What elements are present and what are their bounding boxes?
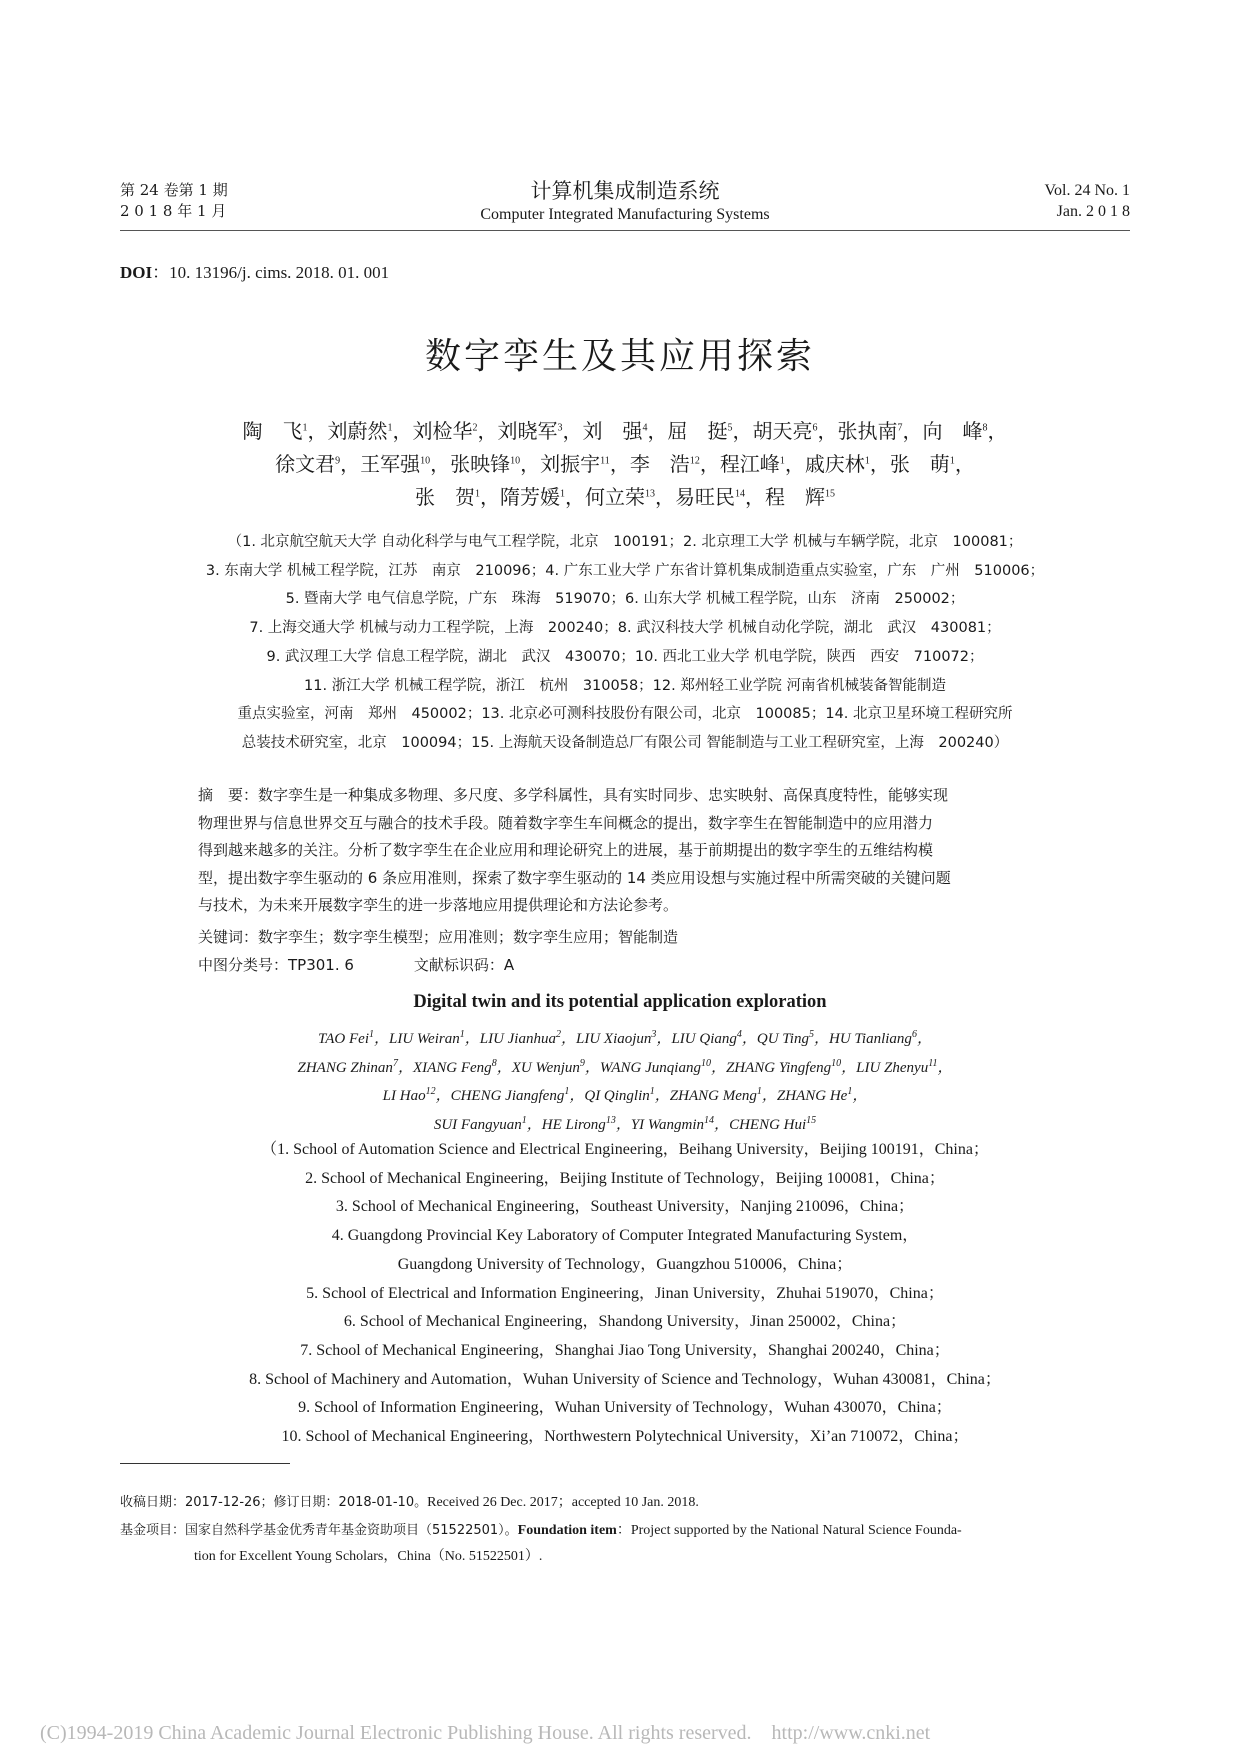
author-name: 刘 强: [582, 419, 643, 443]
author-name: QU Ting: [756, 1031, 809, 1047]
author-name: HE Lirong: [541, 1116, 606, 1133]
author-affiliation-index: 13: [645, 488, 655, 500]
author-affiliation-index: 10: [510, 455, 521, 467]
author-name: ZHANG Yingfeng: [725, 1059, 832, 1076]
author-name: ZHANG He: [776, 1088, 848, 1104]
running-header: [120, 180, 1130, 230]
author-affiliation-index: 1: [369, 1029, 374, 1040]
author-name: XIANG Feng: [412, 1059, 492, 1076]
fund-en-label: Foundation item: [517, 1523, 617, 1538]
author-name: 陶 飞: [242, 419, 303, 443]
received-cn: 收稿日期：2017-12-26；修订日期：2018-01-10。: [120, 1495, 428, 1510]
affiliation-line: （1. School of Automation Science and Electrical Engineering，Beihang University，Beijing 100191，China；: [261, 1141, 989, 1158]
author-affiliation-index: 14: [704, 1114, 715, 1126]
author-affiliation-index: 1: [387, 422, 393, 434]
author-affiliation-index: 6: [812, 422, 818, 434]
author-name: 刘检华: [412, 419, 473, 443]
footnote-fund-cont: [194, 1545, 1094, 1569]
affiliation-line: 2. School of Mechanical Engineering，Beijing Institute of Technology，Beijing 100081，China；: [305, 1169, 945, 1187]
affiliation-line: 7. 上海交通大学 机械与动力工程学院，上海 200240；8. 武汉科技大学 机械自动化学院，湖北 武汉 430081；: [249, 620, 1001, 637]
author-line: 陶 飞$^1$，刘蔚然$^1$，刘检华$^2$，刘晓军$^3$，刘 强$^4$，屈 挺$^5$，胡天亮$^6$，张执南$^7$，向 峰$^8$，: [242, 419, 1008, 443]
author-affiliation-index: 5: [727, 422, 733, 434]
author-name: 张执南: [837, 419, 898, 443]
author-affiliation-index: 1: [459, 1029, 465, 1040]
author-name: 向 峰: [922, 419, 983, 443]
abstract-cn: [198, 782, 1088, 920]
abstract-line: 得到越来越多的关注。分析了数字孪生在企业应用和理论研究上的进展，基于前期提出的数字孪生的五维结构模: [198, 841, 934, 859]
author-name: 王军强: [360, 452, 421, 476]
author-name: 易旺民: [675, 485, 735, 509]
author-affiliation-index: 14: [735, 488, 745, 500]
author-name: 张 萌: [889, 452, 950, 476]
affiliation-line: 5. 暨南大学 电气信息学院，广东 珠海 519070；6. 山东大学 机械工程学院，山东 济南 250002；: [285, 591, 965, 608]
affiliation-line: 6. School of Mechanical Engineering，Shandong University，Jinan 250002，China；: [343, 1313, 907, 1331]
author-affiliation-index: 3: [651, 1029, 657, 1040]
keywords-cn: 关键词：数字孪生；数字孪生模型；应用准则；数字孪生应用；智能制造: [198, 928, 679, 946]
author-name: XU Wenjun: [511, 1059, 580, 1076]
copyright-watermark: (C)1994-2019 China Academic Journal Electronic Publishing House. All rights reserved. http://www.cnki.net: [40, 1722, 931, 1744]
affiliation-line: 10. School of Mechanical Engineering，Northwestern Polytechnical University，Xi’an 710072，China；: [281, 1428, 969, 1446]
affiliation-line: 3. 东南大学 机械工程学院，江苏 南京 210096；4. 广东工业大学 广东省计算机集成制造重点实验室，广东 广州 510006；: [205, 562, 1045, 579]
author-name: 徐文君: [275, 452, 336, 476]
affiliation-line: 总装技术研究室，北京 100094；15. 上海航天设备制造总厂有限公司 智能制造与工业工程研究室，上海 200240）: [241, 734, 1009, 751]
affiliations-cn: [120, 528, 1130, 758]
author-name: QI Qinglin: [584, 1088, 650, 1104]
author-affiliation-index: 10: [831, 1057, 842, 1069]
volume-en: Vol. 24 No. 1: [1044, 182, 1130, 199]
author-affiliation-index: 10: [420, 455, 431, 467]
author-affiliation-index: 4: [736, 1029, 742, 1040]
author-line: ZHANG Zhinan$^7$，XIANG Feng$^8$，XU Wenjun$^9$，WANG Junqiang$^{10}$，ZHANG Yingfeng$^{10}$，LIU Zhenyu$^{11}$，: [297, 1057, 953, 1076]
author-name: 程江峰: [719, 452, 780, 476]
author-affiliation-index: 1: [756, 1086, 762, 1097]
author-affiliation-index: 8: [982, 422, 988, 434]
abstract-line: 物理世界与信息世界交互与融合的技术手段。随着数字孪生车间概念的提出，数字孪生在智能制造中的应用潜力: [198, 813, 934, 832]
paper-title-en: Digital twin and its potential application exploration: [413, 992, 827, 1012]
abstract-line: 与技术，为未来开展数字孪生的进一步落地应用提供理论和方法论参考。: [198, 896, 679, 914]
author-name: LIU Weiran: [389, 1031, 460, 1047]
abstract-line: 摘 要：数字孪生是一种集成多物理、多尺度、多学科属性，具有实时同步、忠实映射、高保真度特性，能够实现: [198, 786, 949, 804]
classification: [198, 952, 1088, 979]
doi-label: DOI: [120, 263, 153, 282]
header-divider: [120, 230, 1130, 231]
author-affiliation-index: 3: [557, 422, 563, 434]
received-en: Received 26 Dec. 2017；accepted 10 Jan. 2018.: [427, 1495, 699, 1510]
author-affiliation-index: 2: [472, 422, 478, 434]
author-name: YI Wangmin: [630, 1116, 705, 1133]
footnote-received: [120, 1491, 1130, 1515]
affiliation-line: 4. Guangdong Provincial Key Laboratory of Computer Integrated Manufacturing System，: [331, 1227, 919, 1245]
author-name: CHENG Jiangfeng: [450, 1088, 565, 1104]
doi: [120, 258, 389, 283]
author-affiliation-index: 1: [864, 455, 870, 467]
author-affiliation-index: 1: [649, 1086, 655, 1097]
authors-en: [120, 1025, 1130, 1139]
author-line: 徐文君$^9$，王军强$^{10}$，张映锋$^{10}$，刘振宇$^{11}$，李 浩$^{12}$，程江峰$^1$，戚庆林$^1$，张 萌$^1$，: [275, 452, 975, 476]
affiliation-line: 7. School of Mechanical Engineering，Shanghai Jiao Tong University，Shanghai 200240，China；: [300, 1341, 950, 1359]
author-name: 胡天亮: [752, 419, 813, 443]
author-affiliation-index: 11: [600, 455, 610, 467]
author-name: 张映锋: [450, 452, 511, 476]
footnote-divider: [120, 1463, 290, 1464]
affiliation-line: 5. School of Electrical and Information Engineering，Jinan University，Zhuhai 519070，China；: [306, 1284, 944, 1302]
affiliation-line: Guangdong University of Technology，Guangzhou 510006，China；: [397, 1255, 853, 1273]
author-name: ZHANG Meng: [669, 1088, 757, 1104]
author-affiliation-index: 1: [521, 1114, 527, 1126]
author-affiliation-index: 1: [949, 455, 955, 467]
author-name: 李 浩: [629, 452, 690, 476]
fund-en-text2: tion for Excellent Young Scholars，China（No. 51522501）.: [194, 1549, 543, 1564]
author-affiliation-index: 12: [689, 455, 700, 467]
volume-cn: 第 24 卷第 1 期: [120, 181, 228, 199]
author-affiliation-index: 12: [425, 1086, 436, 1097]
author-name: 何立荣: [585, 485, 645, 509]
author-name: 戚庆林: [804, 452, 865, 476]
author-name: 刘蔚然: [327, 419, 388, 443]
author-name: 程 辉: [765, 485, 825, 509]
author-affiliation-index: 1: [475, 488, 480, 500]
affiliations-en: [120, 1136, 1130, 1452]
author-name: 刘振宇: [540, 452, 601, 476]
author-name: ZHANG Zhinan: [297, 1059, 393, 1076]
paper-title: 数字孪生及其应用探索: [424, 336, 815, 377]
author-line: LI Hao$^{12}$，CHENG Jiangfeng$^1$，QI Qinglin$^1$，ZHANG Meng$^1$，ZHANG He$^1$，: [382, 1086, 868, 1104]
fund-en-text: ：Project supported by the National Natural Science Founda-: [616, 1523, 962, 1538]
author-affiliation-index: 15: [806, 1114, 817, 1126]
document-code: 文献标识码：A: [413, 956, 515, 974]
author-affiliation-index: 15: [825, 488, 835, 500]
author-affiliation-index: 4: [642, 422, 648, 434]
affiliation-line: 9. School of Information Engineering，Wuhan University of Technology，Wuhan 430070，China；: [298, 1399, 952, 1417]
affiliation-line: 11. 浙江大学 机械工程学院，浙江 杭州 310058；12. 郑州轻工业学院 河南省机械装备智能制造: [304, 677, 946, 694]
author-name: 隋芳媛: [500, 485, 560, 509]
author-affiliation-index: 9: [579, 1057, 585, 1069]
author-name: HU Tianliang: [829, 1031, 912, 1047]
author-affiliation-index: 13: [605, 1114, 616, 1126]
author-line: SUI Fangyuan$^1$，HE Lirong$^{13}$，YI Wangmin$^{14}$，CHENG Hui$^{15}$: [433, 1114, 817, 1133]
author-name: 屈 挺: [667, 419, 728, 443]
author-affiliation-index: 7: [392, 1057, 398, 1069]
author-name: CHENG Hui: [729, 1116, 807, 1133]
fund-cn: 基金项目：国家自然科学基金优秀青年基金资助项目（51522501）。: [120, 1523, 518, 1538]
author-affiliation-index: 11: [928, 1057, 938, 1069]
authors-cn: [120, 415, 1130, 514]
author-name: SUI Fangyuan: [433, 1116, 522, 1133]
abstract-line: 型，提出数字孪生驱动的 6 条应用准则，探索了数字孪生驱动的 14 类应用设想与实施过程中所需突破的关键问题: [198, 868, 951, 887]
affiliation-line: 8. School of Machinery and Automation，Wuhan University of Science and Technology，Wuhan 430081，China；: [249, 1370, 1001, 1388]
doi-value[interactable]: ：10. 13196/j. cims. 2018. 01. 001: [152, 263, 390, 282]
affiliation-line: 重点实验室，河南 郑州 450002；13. 北京必可测科技股份有限公司，北京 100085；14. 北京卫星环境工程研究所: [237, 706, 1013, 723]
author-line: TAO Fei$^1$，LIU Weiran$^1$，LIU Jianhua$^2$，LIU Xiaojun$^3$，LIU Qiang$^4$，QU Ting$^5$，HU Tianliang$^6$，: [318, 1029, 932, 1047]
date-en: Jan. 2 0 1 8: [1056, 203, 1130, 220]
author-name: LIU Zhenyu: [856, 1059, 929, 1076]
author-affiliation-index: 5: [808, 1029, 814, 1040]
date-cn: 2 0 1 8 年 1 月: [120, 202, 227, 220]
clc-number: 中图分类号：TP301. 6: [198, 956, 354, 974]
author-affiliation-index: 1: [779, 455, 785, 467]
author-affiliation-index: 1: [564, 1086, 570, 1097]
author-name: TAO Fei: [318, 1031, 369, 1047]
header-right: [1045, 180, 1131, 222]
author-affiliation-index: 1: [560, 488, 565, 500]
author-name: 张 贺: [415, 485, 475, 509]
author-name: LIU Qiang: [671, 1031, 737, 1047]
author-affiliation-index: 8: [491, 1057, 497, 1069]
author-name: WANG Junqiang: [599, 1059, 701, 1076]
author-affiliation-index: 1: [302, 422, 308, 434]
author-affiliation-index: 10: [700, 1057, 711, 1069]
author-affiliation-index: 7: [897, 422, 903, 434]
author-affiliation-index: 6: [911, 1029, 917, 1040]
author-line: 张 贺$^1$，隋芳媛$^1$，何立荣$^{13}$，易旺民$^{14}$，程 辉$^{15}$: [415, 485, 835, 509]
author-name: 刘晓军: [497, 419, 558, 443]
author-affiliation-index: 9: [335, 455, 341, 467]
author-name: LIU Jianhua: [479, 1031, 556, 1047]
affiliation-line: （1. 北京航空航天大学 自动化科学与电气工程学院，北京 100191；2. 北京理工大学 机械与车辆学院，北京 100081；: [227, 534, 1023, 550]
affiliation-line: 9. 武汉理工大学 信息工程学院，湖北 武汉 430070；10. 西北工业大学 机电学院，陕西 西安 710072；: [266, 648, 984, 665]
author-affiliation-index: 1: [847, 1086, 853, 1097]
author-name: LI Hao: [382, 1088, 426, 1104]
author-name: LIU Xiaojun: [576, 1031, 652, 1047]
author-affiliation-index: 2: [555, 1029, 561, 1040]
footnote-fund: [120, 1519, 1130, 1543]
journal-name-cn: 计算机集成制造系统: [530, 179, 720, 203]
journal-name-en: Computer Integrated Manufacturing Systems: [480, 206, 770, 223]
affiliation-line: 3. School of Mechanical Engineering，Southeast University，Nanjing 210096，China；: [335, 1198, 915, 1216]
header-center: [120, 178, 1130, 225]
